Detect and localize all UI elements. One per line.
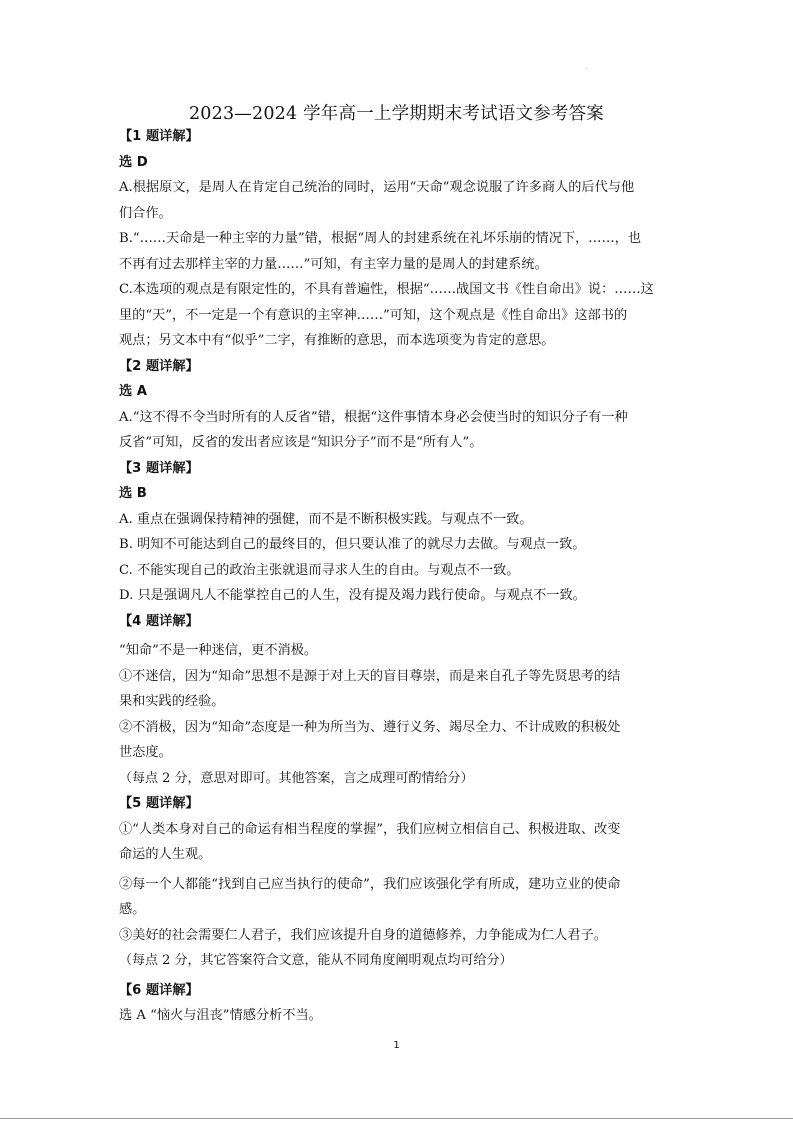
page-bottom-edge — [0, 1118, 793, 1119]
explanation-line: ①“人类本身对自己的命运有相当程度的掌握”，我们应树立相信自己、积极进取、改变 — [119, 821, 621, 837]
explanation-line: A.根据原文，是周人在肯定自己统治的同时，运用“天命”观念说服了许多商人的后代与他 — [119, 180, 635, 195]
explanation-line: A.“这不得不令当时所有的人反省”错，根据“这件事情本身必会使当时的知识分子有一种 — [119, 409, 628, 425]
explanation-line: A. 重点在强调保持精神的强健，而不是不断积极实践。与观点不一致。 — [119, 511, 533, 527]
explanation-line: B.“……天命是一种主宰的力量”错，根据“周人的封建系统在礼坏乐崩的情况下，……，也 — [119, 231, 642, 246]
section-6 — [119, 974, 679, 1029]
explanation-line: 不再有过去那样主宰的力量……”可知，有主宰力量的是周人的封建系统。 — [119, 256, 548, 272]
explanation-line: 观点；另文本中有“似乎”二字，有推断的意思，而本选项变为肯定的意思。 — [119, 333, 555, 348]
section-heading: 【2 题详解】 — [119, 358, 199, 374]
explanation-line: ③美好的社会需要仁人君子，我们应该提升自身的道德修养，力争能成为仁人君子。 — [119, 927, 607, 943]
scoring-note: （每点 2 分，意思对即可。其他答案，言之成理可酌情给分） — [119, 770, 474, 786]
explanation-line: 们合作。 — [119, 205, 172, 221]
section-2 — [119, 354, 679, 456]
section-heading: 【5 题详解】 — [119, 796, 199, 811]
explanation-line: “知命”不是一种迷信，更不消极。 — [119, 643, 318, 658]
explanation-line: ②不消极，因为“知命”态度是一种为所当为、遵行义务、竭尽全力、不计成败的积极处 — [119, 719, 621, 735]
answer-choice: 选 B — [119, 486, 147, 501]
section-heading: 【4 题详解】 — [119, 613, 199, 629]
section-3 — [119, 456, 679, 609]
page-title: 2023—2024 学年高一上学期期末考试语文参考答案 — [188, 104, 605, 124]
explanation-line: D. 只是强调凡人不能掌控自己的人生，没有提及竭力践行使命。与观点不一致。 — [119, 588, 586, 603]
section-1 — [119, 124, 679, 354]
explanation-line: 感。 — [119, 902, 146, 917]
explanation-line: ①不迷信，因为“知命”思想不是源于对上天的盲目尊崇，而是来自孔子等先贤思考的结 — [119, 668, 621, 684]
explanation-line: 世态度。 — [119, 745, 172, 760]
explanation-line: 反省”可知，反省的发出者应该是“知识分子”而不是“所有人”。 — [119, 435, 483, 450]
scan-speck: . — [586, 64, 588, 71]
section-heading: 【6 题详解】 — [119, 982, 199, 998]
explanation-line: B. 明知不可能达到自己的最终目的，但只要认准了的就尽力去做。与观点一致。 — [119, 537, 586, 552]
page-number: 1 — [393, 1040, 400, 1051]
explanation-line: C.本选项的观点是有限定性的，不具有普遍性，根据“……战国文书《性自命出》说：……这 — [119, 282, 654, 297]
explanation-line: 果和实践的经验。 — [119, 694, 225, 709]
answer-choice: 选 A — [119, 384, 147, 399]
section-heading: 【3 题详解】 — [119, 460, 199, 476]
explanation-line: 里的“天”，不一定是一个有意识的主宰神……”可知，这个观点是《性自命出》这部书的 — [119, 307, 628, 323]
answer-choice: 选 D — [119, 154, 148, 170]
answer-content — [119, 124, 679, 1029]
explanation-line: C. 不能实现自己的政治主张就退而寻求人生的自由。与观点不一致。 — [119, 562, 520, 578]
section-5 — [119, 791, 679, 974]
explanation-line: ②每一个人都能“找到自己应当执行的使命”，我们应该强化学有所成，建功立业的使命 — [119, 876, 621, 892]
section-heading: 【1 题详解】 — [119, 129, 199, 144]
explanation-line: 命运的人生观。 — [119, 847, 212, 862]
scoring-note: （每点 2 分，其它答案符合文意，能从不同角度阐明观点均可给分） — [119, 953, 513, 968]
explanation-line: 选 A “恼火与沮丧”情感分析不当。 — [119, 1008, 322, 1023]
section-4 — [119, 609, 679, 792]
